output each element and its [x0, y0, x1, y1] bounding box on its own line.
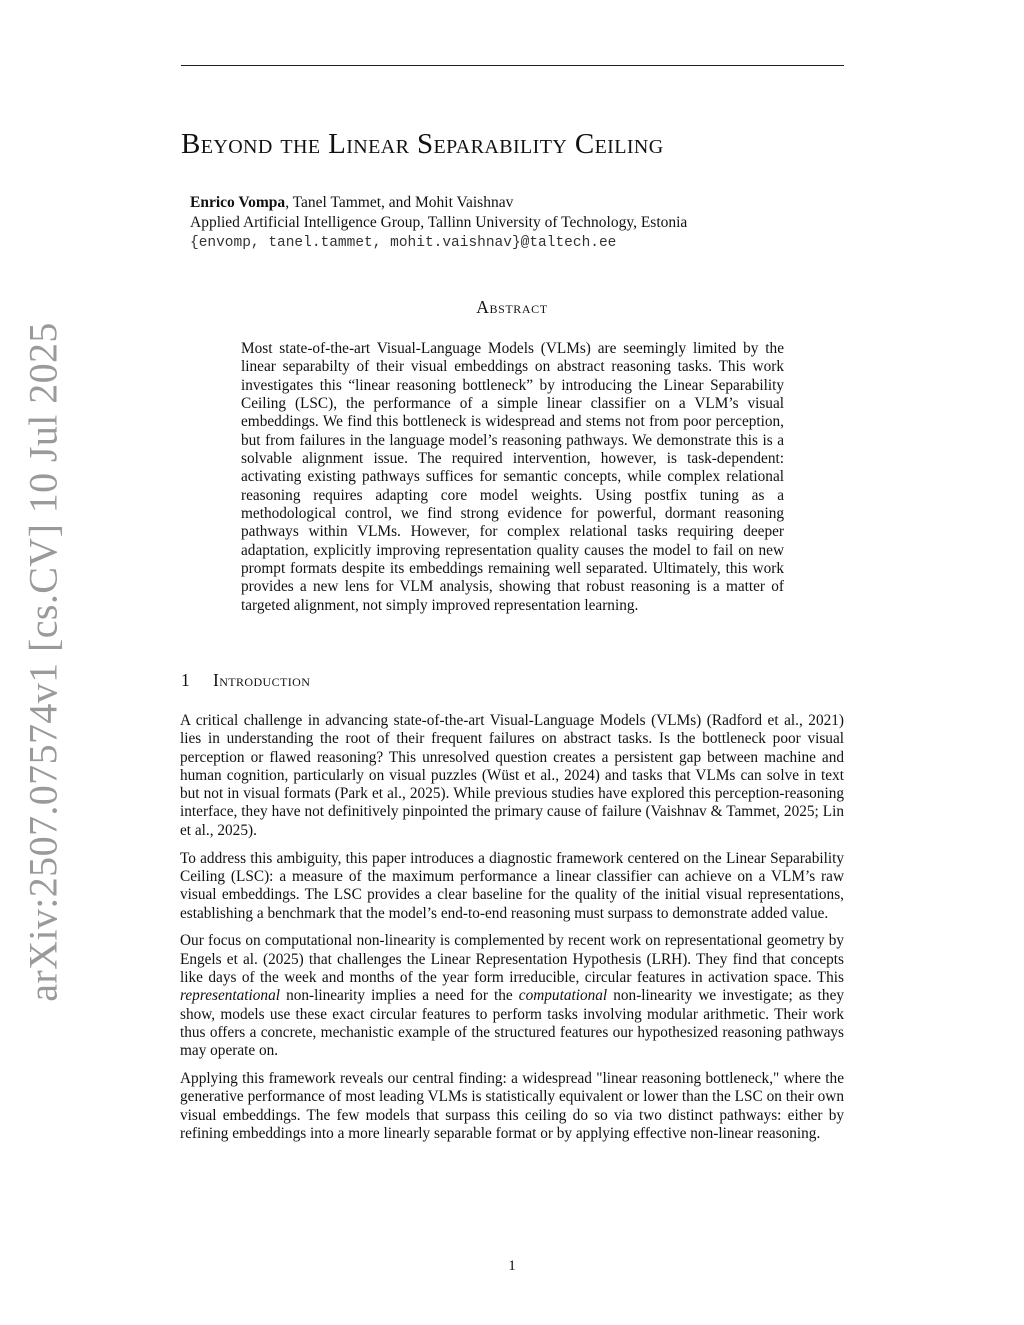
first-author: Enrico Vompa [190, 194, 286, 211]
paragraph-3 [180, 932, 844, 1060]
top-rule [181, 65, 844, 66]
section-heading [181, 670, 681, 691]
introduction-body [180, 712, 844, 1153]
section-title: Introduction [213, 670, 311, 690]
abstract-text: Most state-of-the-art Visual-Language Models (VLMs) are seemingly limited by the linear separabilty of their visual embeddings on abstract reasoning tasks. This work investigates this “linear reasoning bottleneck” by introducing the Linear Separability Ceiling (LSC), the performance of a simple linear classifier on a VLM’s visual embeddings. We find this bottleneck is widespread and stems not from poor perception, but from failures in the language model’s reasoning pathways. We demonstrate this is a solvable alignment issue. The required intervention, however, is task-dependent: activating existing pathways suffices for semantic concepts, while complex relational reasoning requires adapting core model weights. Using postfix tuning as a methodological control, we find strong evidence for powerful, dormant reasoning pathways within VLMs. However, for complex relational tasks requiring deeper adaptation, explicitly improving representation quality causes the model to fail on new prompt formats despite its embeddings remaining well separated. Ultimately, this work provides a new lens for VLM analysis, showing that robust reasoning is a matter of targeted alignment, not simply improved representation learning. [241, 340, 784, 614]
emphasis-computational: computational [518, 987, 608, 1005]
paragraph-1: A critical challenge in advancing state-of-the-art Visual-Language Models (VLMs) (Radford et al., 2021) lies in understanding the root of their frequent failures on abstract tasks. Is the bottleneck poor visual perception or flawed reasoning? This unresolved question creates a persistent gap between machine and human cognition, particularly on visual puzzles (Wüst et al., 2024) and tasks that VLMs can solve in text but not in visual formats (Park et al., 2025). While previous studies have explored this perception-reasoning interface, they have not definitively pinpointed the primary cause of failure (Vaishnav & Tammet, 2025; Lin et al., 2025). [180, 712, 844, 839]
paragraph-4: Applying this framework reveals our central finding: a widespread "linear reasoning bottleneck," where the generative performance of most leading VLMs is statistically equivalent or lower than the LSC on their own visual embeddings. The few models that surpass this ceiling do so via two distinct pathways: either by refining embeddings into a more linearly separable format or by applying effective non-linear reasoning. [180, 1070, 844, 1143]
paragraph-3-part-c: non-linearity we investigate; as they show, models use these exact circular features to perform tasks involving modular arithmetic. Their work thus offers a concrete, mechanistic example of the structured features our hypothesized reasoning pathways may operate on. [180, 987, 845, 1060]
abstract-heading: Abstract [476, 297, 548, 317]
paper-title: Beyond the Linear Separability Ceiling [181, 128, 664, 160]
paragraph-3-part-a: Our focus on computational non-linearity is complemented by recent work on representational geometry by Engels et al. (2025) that challenges the Linear Representation Hypothesis (LRH). They find that concepts like days of the week and months of the year form irreducible, circular features in activation space. This [180, 932, 844, 987]
emphasis-representational: representational [180, 987, 280, 1005]
other-authors: , Tanel Tammet, and Mohit Vaishnav [285, 194, 514, 211]
section-number: 1 [181, 670, 191, 690]
author-emails: {envomp, tanel.tammet, mohit.vaishnav}@taltech.ee [190, 235, 617, 251]
author-block [190, 193, 850, 253]
paragraph-3-part-b: non-linearity implies a need for the [279, 987, 519, 1005]
paragraph-2: To address this ambiguity, this paper introduces a diagnostic framework centered on the Linear Separability Ceiling (LSC): a measure of the maximum performance a linear classifier can achieve on a VLM’s raw visual embeddings. The LSC provides a clear baseline for the quality of the initial visual representations, establishing a benchmark that the model’s end-to-end reasoning must surpass to demonstrate added value. [180, 849, 844, 922]
affiliation: Applied Artificial Intelligence Group, Tallinn University of Technology, Estonia [190, 214, 688, 231]
page-number: 1 [508, 1258, 516, 1274]
arxiv-identifier-stamp: arXiv:2507.07574v1 [cs.CV] 10 Jul 2025 [20, 322, 66, 1002]
